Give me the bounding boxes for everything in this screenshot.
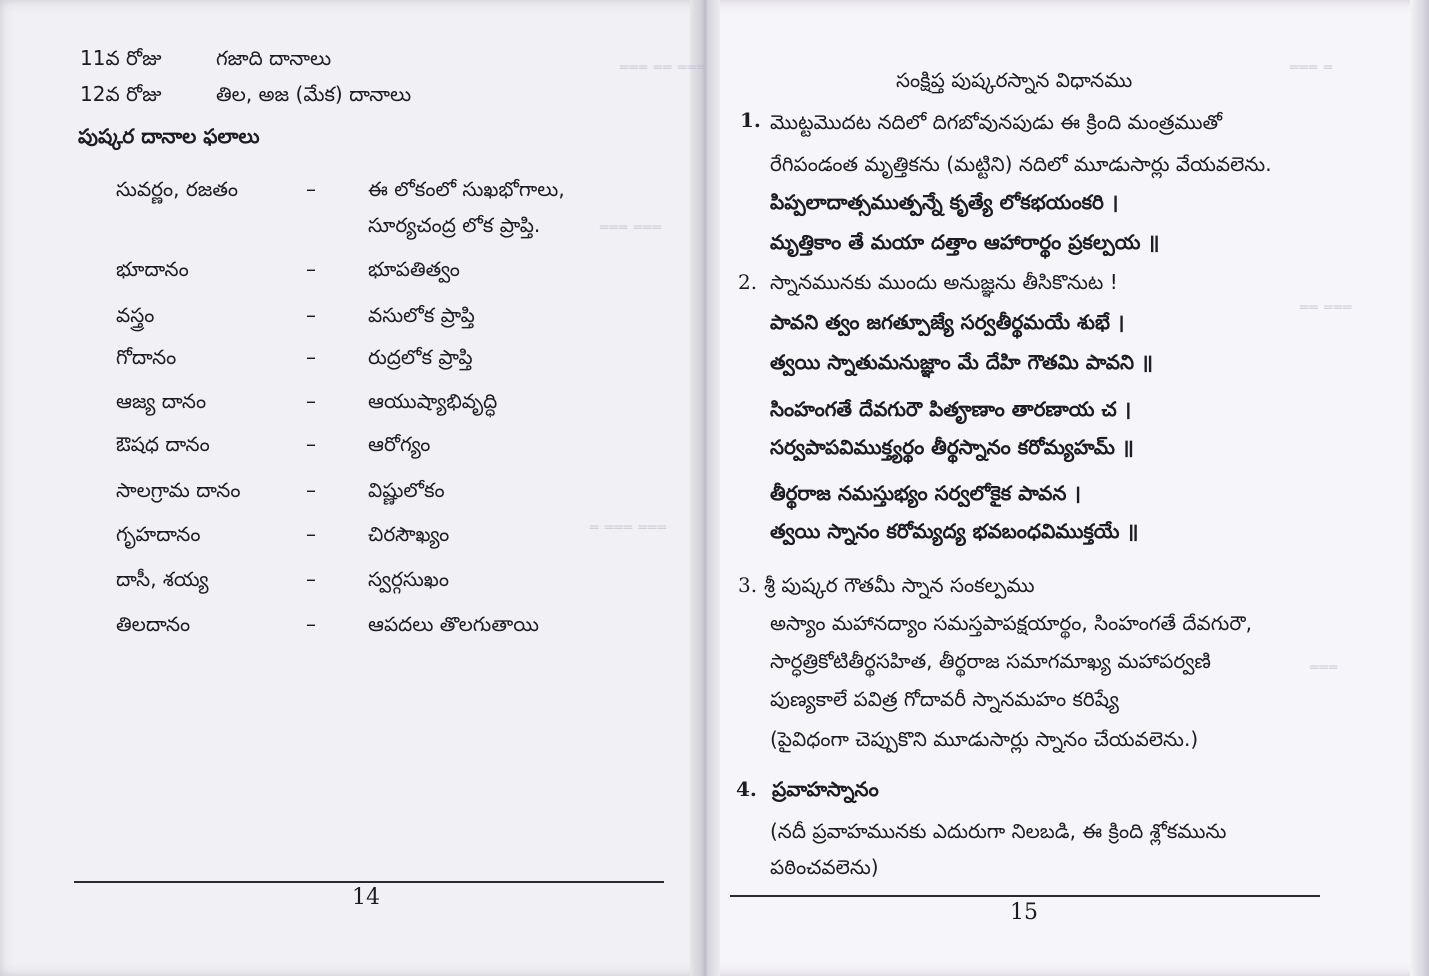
dana-result: చిరసౌఖ్యం: [368, 522, 450, 546]
page-title: సంక్షిప్త పుష్కరస్నాన విధానము: [896, 68, 1133, 92]
dana-name: గోదానం: [116, 345, 177, 369]
dash: –: [306, 612, 316, 636]
text-line: రేగిపండంత మృత్తికను (మట్టిని) నదిలో మూడుసార్లు వేయవలెను.: [770, 152, 1272, 176]
dana-result: ఈ లోకంలో సుఖభోగాలు,: [368, 177, 565, 201]
text-line: మొట్టమొదట నదిలో దిగబోవునపుడు ఈ క్రింది మంత్రముతో: [770, 110, 1223, 134]
dash: –: [306, 432, 316, 456]
section-heading: పుష్కర దానాల ఫలాలు: [78, 124, 260, 148]
day-label: 11వ రోజు: [80, 46, 162, 70]
shloka-line: పిప్పలాదాత్సముత్పన్నే కృత్యే లోకభయంకరి ।: [770, 190, 1119, 214]
dana-name: సాలగ్రామ దానం: [116, 478, 241, 502]
dana-name: భూదానం: [116, 257, 189, 281]
shloka-line: పావని త్వం జగత్పూజ్యే సర్వతీర్థమయే శుభే ।: [770, 310, 1125, 334]
dash: –: [306, 389, 316, 413]
text-line: ప్రవాహస్నానం: [772, 777, 879, 801]
dash: –: [306, 257, 316, 281]
dana-result: ఆయుష్యాభివృద్ధి: [368, 389, 498, 413]
text-line: శ్రీ పుష్కర గౌతమీ స్నాన సంకల్పము: [764, 573, 1035, 597]
day-item: తిల, అజ (మేక) దానాలు: [216, 82, 412, 106]
page-number: 15: [1010, 900, 1038, 925]
dana-result: భూపతిత్వం: [368, 257, 460, 281]
dana-name: వస్త్రం: [116, 303, 155, 327]
dana-result: ఆపదలు తొలగుతాయి: [368, 612, 539, 636]
text-line: పఠించవలెను): [770, 855, 879, 879]
section-number: 4.: [736, 777, 757, 801]
footer-rule: [74, 881, 664, 883]
dash: –: [306, 567, 316, 591]
day-label: 12వ రోజు: [80, 82, 162, 106]
section-number: 3.: [738, 573, 758, 597]
shloka-line: త్వయి స్నాతుమనుజ్ఞాం మే దేహి గౌతమి పావని ॥: [770, 350, 1153, 374]
dash: –: [306, 522, 316, 546]
dana-name: దాసీ, శయ్య: [116, 567, 209, 591]
shloka-line: సర్వపాపవిముక్త్యర్థం తీర్థస్నానం కరోమ్యహమ్ ॥: [770, 435, 1134, 459]
dana-name: గృహదానం: [116, 522, 201, 546]
text-line: అస్యాం మహానద్యాం సమస్తపాపక్షయార్థం, సింహంగతే దేవగురౌ,: [770, 611, 1252, 635]
dana-name: తిలదానం: [116, 612, 191, 636]
dana-result: రుద్రలోక ప్రాప్తి: [368, 345, 473, 369]
text-line: (పైవిధంగా చెప్పుకొని మూడుసార్లు స్నానం చేయవలెను.): [770, 727, 1199, 751]
dash: –: [306, 303, 316, 327]
shloka-line: సింహంగతే దేవగురౌ పితౄణాం తారణాయ చ ।: [770, 397, 1132, 421]
shloka-line: త్వయి స్నానం కరోమ్యద్య భవబంధవిముక్తయే ॥: [770, 519, 1139, 543]
text-line: సార్ధత్రికోటితీర్థసహిత, తీర్థరాజ సమాగమాఖ్య మహాపర్వణి: [770, 649, 1211, 673]
section-number: 2.: [738, 270, 758, 294]
dana-name: ఆజ్య దానం: [116, 389, 207, 413]
dash: –: [306, 478, 316, 502]
dana-result: స్వర్గసుఖం: [368, 567, 450, 591]
page-edge: [1410, 0, 1429, 976]
dana-result: వసులోక ప్రాప్తి: [368, 303, 475, 327]
dash: –: [306, 177, 316, 201]
page-number: 14: [352, 885, 380, 910]
text-line: స్నానమునకు ముందు అనుజ్ఞను తీసికొనుట !: [770, 270, 1118, 294]
day-item: గజాది దానాలు: [216, 46, 332, 70]
dana-name: సువర్ణం, రజతం: [116, 177, 239, 201]
text-line: (నదీ ప్రవాహమునకు ఎదురుగా నిలబడి, ఈ క్రింది శ్లోకమును: [770, 819, 1227, 843]
dana-result: సూర్యచంద్ర లోక ప్రాప్తి.: [368, 213, 541, 237]
shloka-line: తీర్థరాజ నమస్తుభ్యం సర్వలోకైక పావన ।: [770, 481, 1081, 505]
dash: –: [306, 345, 316, 369]
dana-name: ఔషధ దానం: [116, 432, 210, 456]
text-line: పుణ్యకాలే పవిత్ర గోదావరీ స్నానమహం కరిష్యే: [770, 687, 1119, 711]
book-gutter: [690, 0, 720, 976]
section-number: 1.: [740, 108, 761, 132]
dana-result: విష్ణులోకం: [368, 478, 445, 502]
shloka-line: మృత్తికాం తే మయా దత్తాం ఆహారార్థం ప్రకల్పయ ॥: [770, 230, 1160, 254]
footer-rule: [730, 895, 1320, 897]
dana-result: ఆరోగ్యం: [368, 432, 431, 456]
